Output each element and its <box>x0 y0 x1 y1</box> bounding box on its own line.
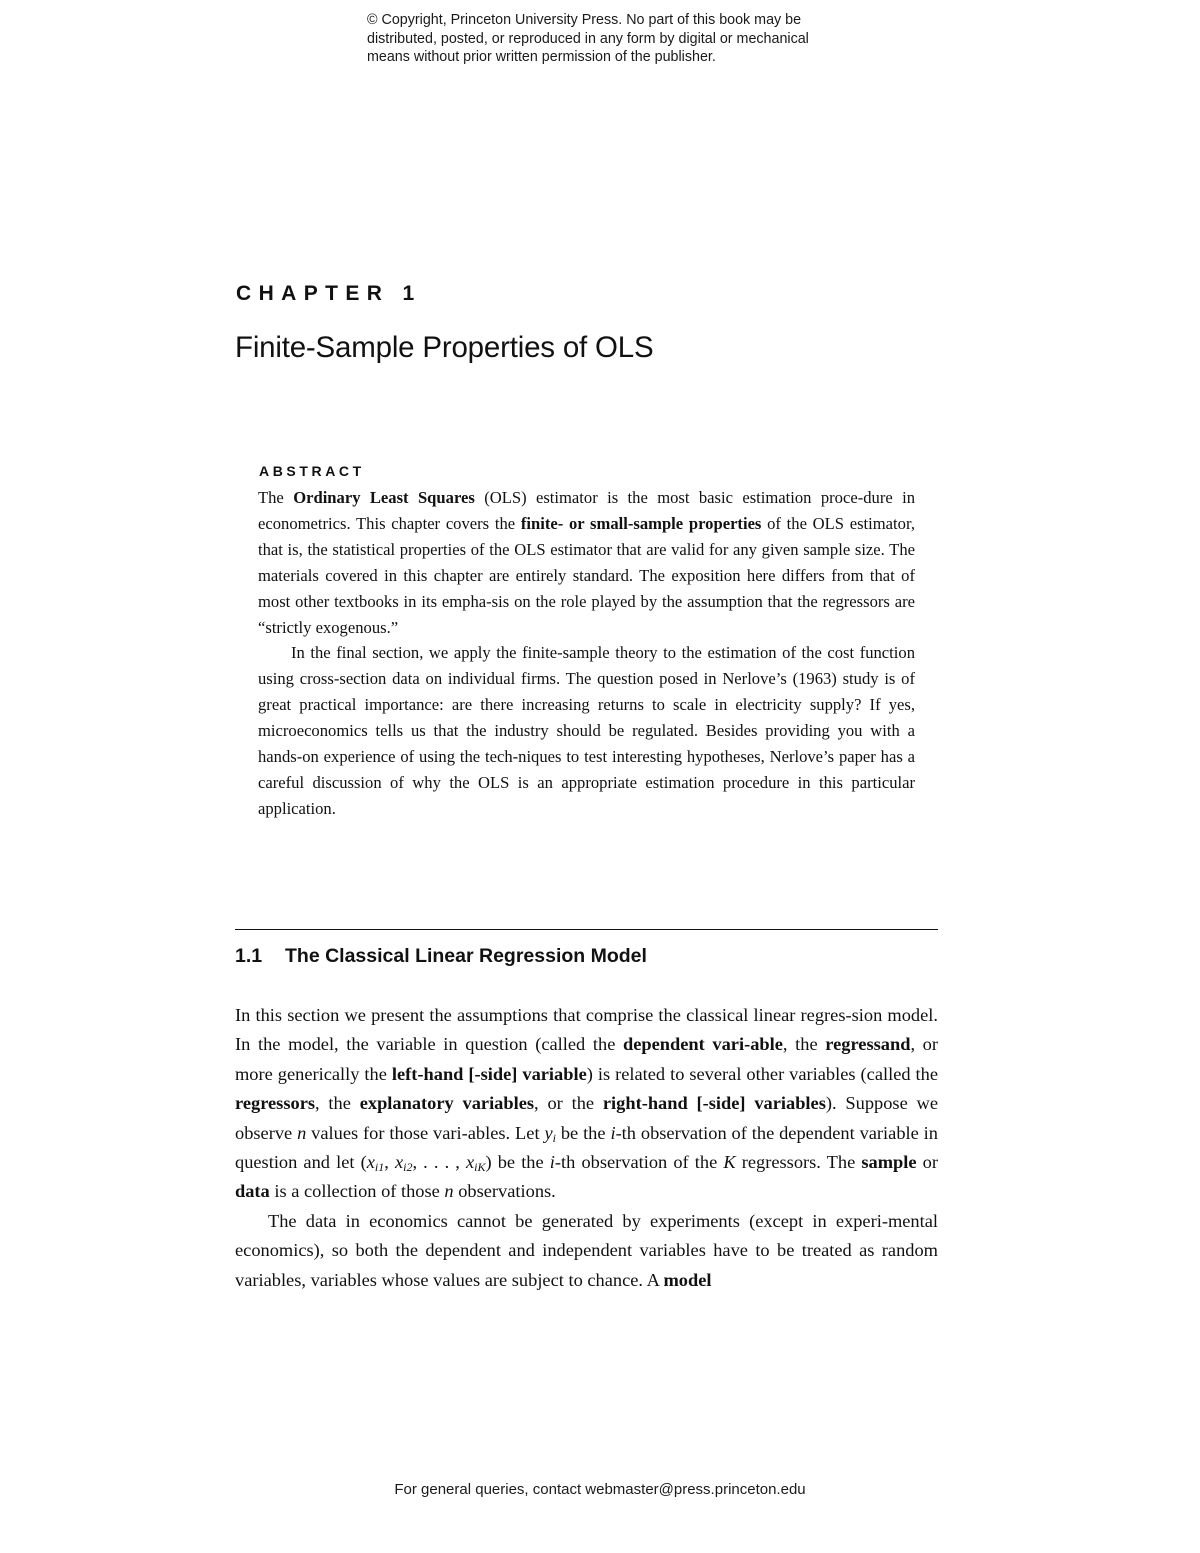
key-term: data <box>235 1181 270 1202</box>
key-term: finite- or small-sample properties <box>520 513 762 533</box>
math-variable: i <box>549 1152 555 1173</box>
text-run: , or more generically the <box>235 1034 939 1084</box>
math-variable: x <box>394 1152 404 1173</box>
body-paragraph <box>235 1207 938 1295</box>
text-run: regressors. The <box>735 1152 862 1173</box>
text-run: (OLS) estimator is the most basic estimation proce-dure in econometrics. This chapter covers the <box>258 488 915 533</box>
text-run: or <box>916 1152 939 1173</box>
key-term: dependent vari-able <box>623 1034 783 1055</box>
key-term: regressors <box>235 1093 316 1114</box>
math-subscript: iK <box>474 1160 486 1175</box>
key-term: sample <box>861 1152 917 1173</box>
section-number: 1.1 <box>235 945 263 967</box>
page-footer: For general queries, contact webmaster@press.princeton.edu <box>394 1481 806 1498</box>
key-term: right-hand [-side] variables <box>602 1093 826 1114</box>
text-run: ). Suppose we observe <box>235 1093 938 1143</box>
abstract-paragraph: In the final section, we apply the finite-sample theory to the estimation of the cost function using cross-section data on individual firms. The question posed in Nerlove’s (1963) study is of great practical importance: are there increasing returns to scale in electricity supply? If yes, microeconomics tells us that the industry should be regulated. Besides providing you with a hands-on experience of using the tech-niques to test interesting hypotheses, Nerlove’s paper has a careful discussion of why the OLS is an appropriate estimation procedure in this particular application. <box>258 643 915 818</box>
text-run: , the <box>315 1093 360 1114</box>
key-term: explanatory variables <box>359 1093 535 1114</box>
text-run: The <box>258 488 294 507</box>
text-run: ) is related to several other variables (called the <box>586 1063 938 1084</box>
text-run: , the <box>782 1034 826 1055</box>
math-ellipsis: , . . . , <box>412 1152 466 1173</box>
text-run: is a collection of those <box>269 1181 445 1202</box>
math-variable: i <box>610 1122 616 1143</box>
text-run: of the OLS estimator, that is, the statistical properties of the OLS estimator that are valid for any given sample size. The materials covered in this chapter are entirely standard. The exposition here differs from that of most other textbooks in its empha-sis on the role played by the assumption that the regressors are “strictly exogenous.” <box>258 513 915 637</box>
text-run: -th observation of the <box>554 1152 724 1173</box>
section-divider <box>235 929 938 930</box>
math-subscript: i <box>552 1130 556 1145</box>
chapter-title: Finite-Sample Properties of OLS <box>235 331 654 364</box>
math-variable: K <box>723 1152 736 1173</box>
math-subscript: i2 <box>403 1160 413 1175</box>
text-run: observations. <box>453 1181 556 1202</box>
chapter-label: CHAPTER 1 <box>236 282 422 305</box>
math-variable: x <box>465 1152 475 1173</box>
key-term: left-hand [-side] variable <box>391 1063 587 1084</box>
key-term: regressand <box>825 1034 911 1055</box>
math-variable: x <box>366 1152 375 1173</box>
section-body <box>235 1001 938 1295</box>
abstract-paragraph <box>258 485 915 640</box>
copyright-line: distributed, posted, or reproduced in any form by digital or mechanical <box>367 30 809 47</box>
body-paragraph: In this section we present the assumptions that comprise the classical linear regres-sion model. In the model, the variable in question (called the dependent vari-able, the regressand, or more generically the left-hand [-side] variable) is related to several other variables (called the regressors, the explanatory variables, or the right-hand [-side] variables). Suppose we observe n values for those vari-ables. Let $y_i$ be the i-th observation of the dependent variable in question and let ($x_{i1}$, $x_{i2}$, . . . , $x_{iK}$) be the i-th observation of the K regressors. The sample or data is a collection of those n observations. <box>235 1005 939 1202</box>
copyright-notice <box>367 11 887 67</box>
math-variable: n <box>444 1181 454 1202</box>
copyright-line: means without prior written permission of the publisher. <box>367 49 716 65</box>
key-term: Ordinary Least Squares <box>293 488 475 507</box>
section-heading <box>235 945 647 968</box>
key-term: model <box>663 1269 712 1290</box>
math-variable: n <box>297 1122 307 1143</box>
text-run: be the <box>555 1122 611 1143</box>
text-run: The data in economics cannot be generated by experiments (except in experi-mental economics), so both the dependent and independent variables have to be treated as random variables, variables whose values are subject to chance. A <box>235 1210 938 1290</box>
text-run: ) be the <box>485 1152 550 1173</box>
text-run: , or the <box>534 1093 603 1114</box>
math-variable: y <box>544 1122 553 1143</box>
abstract-body <box>258 485 915 822</box>
text-run: In this section we present the assumptions that comprise the classical linear regres-sion model. In the model, the variable in question (called the <box>235 1005 938 1055</box>
section-title: The Classical Linear Regression Model <box>285 945 647 967</box>
math-subscript: i1 <box>374 1160 385 1175</box>
text-run: values for those vari-ables. Let <box>306 1122 545 1143</box>
text-run: -th observation of the dependent variable in question and let ( <box>235 1122 938 1173</box>
copyright-line: © Copyright, Princeton University Press. No part of this book may be <box>367 12 802 28</box>
abstract-heading: ABSTRACT <box>259 463 365 479</box>
